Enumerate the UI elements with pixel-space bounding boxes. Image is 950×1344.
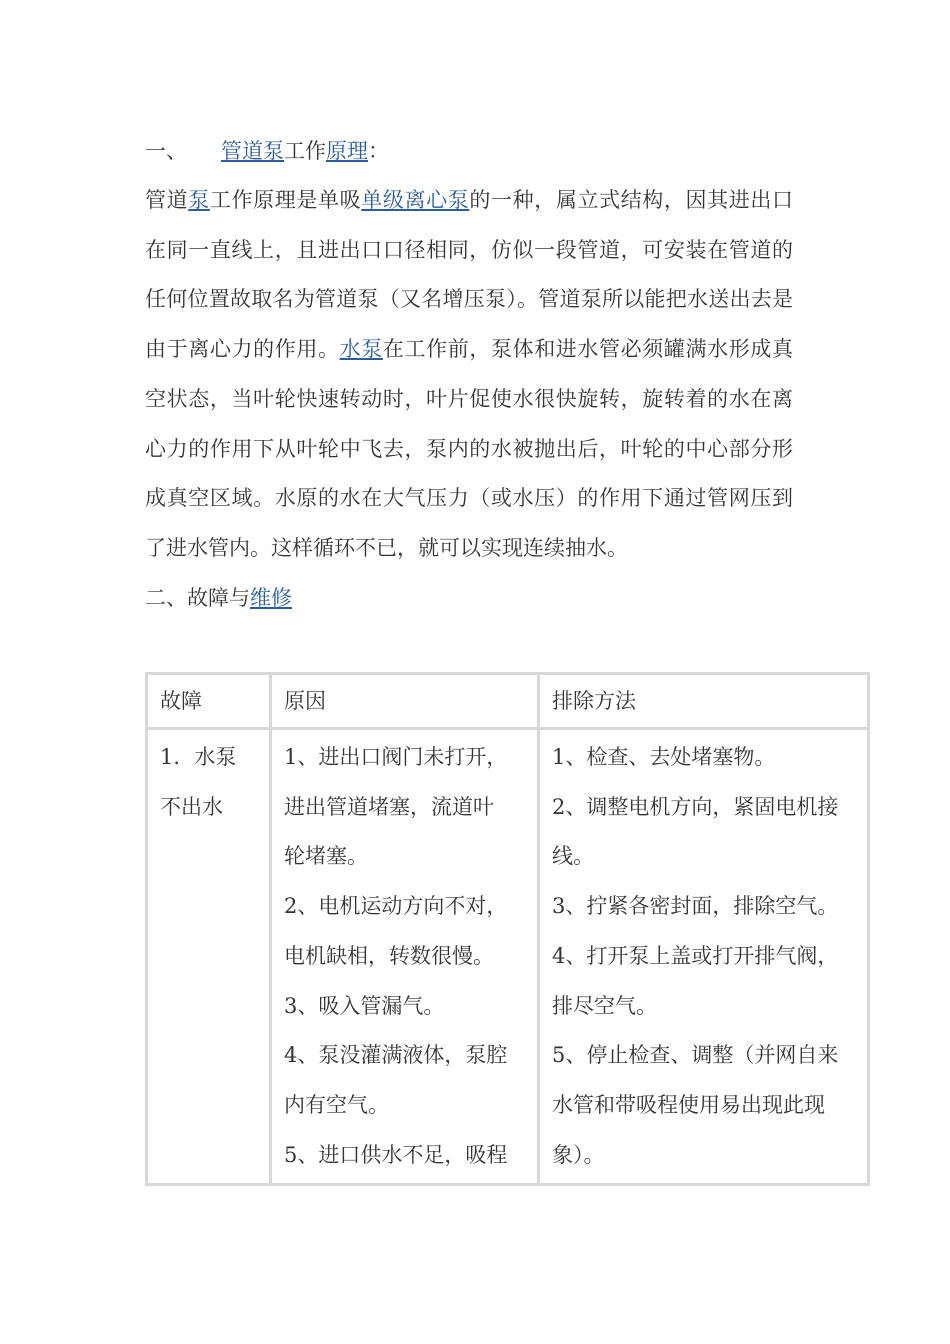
cause-line: 5、进口供水不足，吸程 [284, 1142, 508, 1167]
link-maintenance[interactable]: 维修 [250, 585, 292, 610]
paragraph-text-2: 工作原理是单吸 [209, 188, 362, 212]
remedy-line: 水管和带吸程使用易出现此现 [552, 1092, 825, 1117]
link-pump[interactable]: 泵 [188, 188, 210, 212]
cause-line: 电机缺相，转数很慢。 [284, 943, 494, 968]
paragraph-text-1: 管道 [145, 188, 189, 212]
cause-line: 内有空气。 [284, 1092, 389, 1117]
principle-paragraph [145, 176, 793, 574]
remedy-line: 1、检查、去处堵塞物。 [552, 745, 776, 769]
cause-line: 2、电机运动方向不对， [284, 894, 508, 919]
link-principle[interactable]: 原理 [326, 139, 368, 163]
heading-1-suffix: ： [368, 139, 389, 163]
heading-1-text: 工作 [284, 139, 326, 163]
link-pipeline-pump[interactable]: 管道泵 [221, 139, 284, 163]
cause-line: 4、泵没灌满液体，泵腔 [284, 1043, 508, 1068]
paragraph-text-3: 的一种，属立式结构，因其进出口在同一直线上，且进出口口径相同，仿似一段管道，可安装在管道的任何位置故取名为管道泵（又名增压泵）。管道泵所以能把水送出去是由于离心力的作用。 [145, 188, 794, 362]
remedy-line: 线。 [552, 844, 594, 869]
cell-remedy [540, 730, 867, 1183]
cause-line: 1、进出口阀门未打开， [284, 745, 508, 769]
heading-1-prefix: 一、 [145, 139, 187, 163]
remedy-line: 5、停止检查、调整（并网自来 [552, 1043, 839, 1068]
header-remedy: 排除方法 [540, 675, 867, 730]
header-fault: 故障 [148, 675, 272, 730]
table-row [148, 730, 867, 1183]
link-water-pump[interactable]: 水泵 [339, 337, 383, 362]
cause-line: 进出管道堵塞，流道叶 [284, 794, 494, 819]
cause-line: 轮堵塞。 [284, 844, 368, 869]
remedy-line: 排尽空气。 [552, 993, 657, 1018]
remedy-line: 3、拧紧各密封面，排除空气。 [552, 894, 839, 919]
fault-table [145, 672, 870, 1186]
cell-cause [272, 730, 540, 1183]
paragraph-text-4: 在工作前，泵体和进水管必须罐满水形成真空状态，当叶轮快速转动时，叶片促使水很快旋转，旋转着的水在离心力的作用下从叶轮中飞去，泵内的水被抛出后，叶轮的中心部分形成真空区域。水原的水在大气压力（或水压）的作用下通过管网压到了进水管内。这样循环不已，就可以实现连续抽水。 [145, 337, 794, 560]
cause-line: 3、吸入管漏气。 [284, 993, 445, 1018]
remedy-line: 象）。 [552, 1142, 605, 1167]
remedy-line: 2、调整电机方向，紧固电机接 [552, 794, 839, 819]
section-heading-2 [145, 574, 870, 622]
remedy-line: 4、打开泵上盖或打开排气阀， [552, 943, 839, 968]
cell-fault [148, 730, 272, 1183]
fault-line: 1．水泵 [160, 745, 237, 769]
heading-2-text: 二、故障与 [145, 585, 250, 610]
document-page [145, 126, 870, 1167]
link-single-stage-centrifugal-pump[interactable]: 单级离心泵 [361, 188, 470, 212]
header-cause: 原因 [272, 675, 540, 730]
fault-line: 不出水 [160, 794, 223, 819]
section-heading-1 [145, 126, 870, 176]
table-header-row [148, 675, 867, 730]
